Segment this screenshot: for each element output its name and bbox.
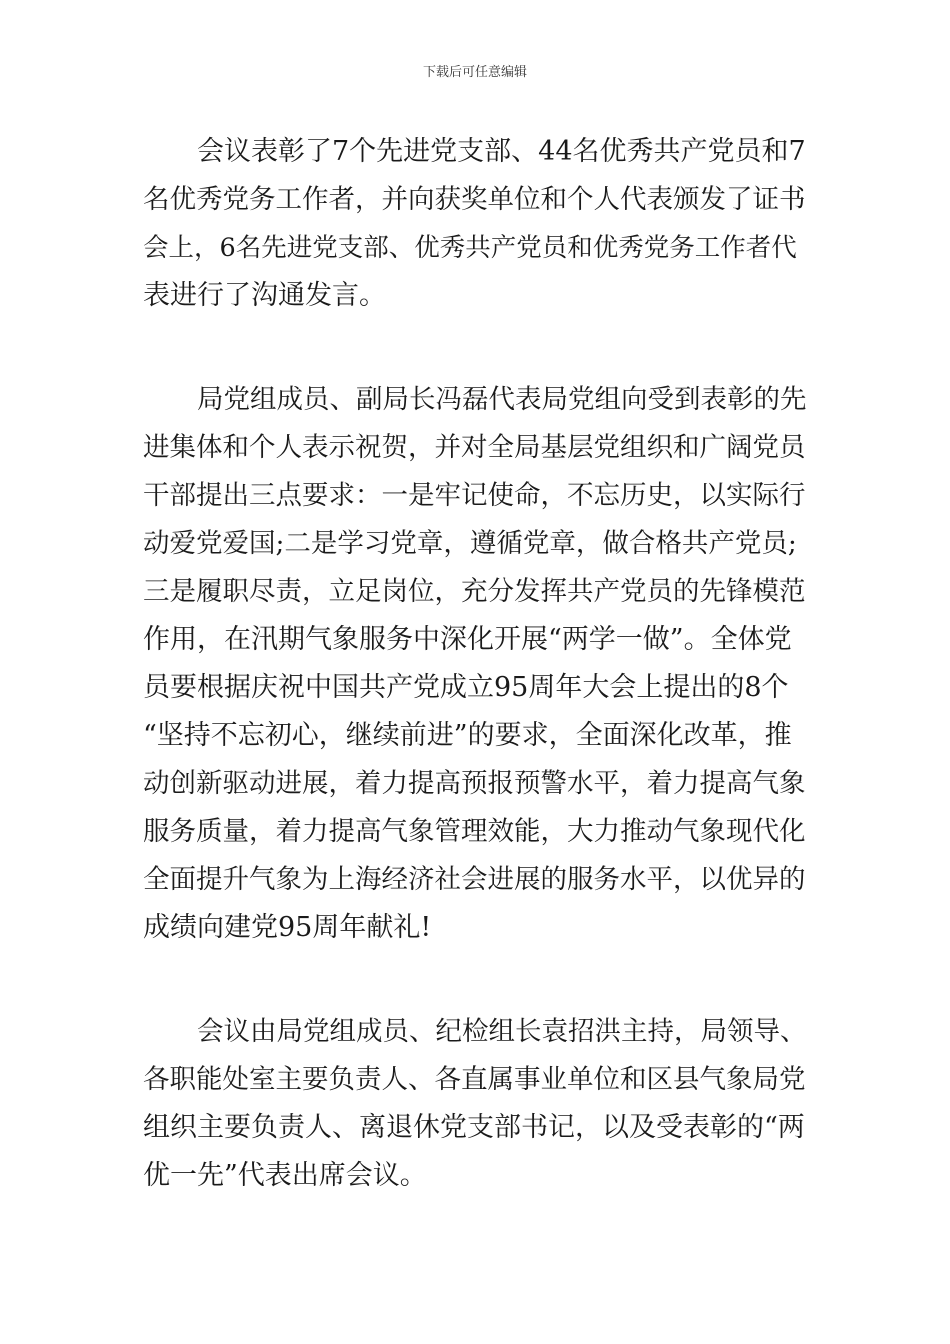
paragraph-line: 局党组成员、副局长冯磊代表局党组向受到表彰的先 [197, 384, 807, 415]
paragraph-line: 名优秀党务工作者，并向获奖单位和个人代表颁发了证书 [143, 184, 806, 215]
paragraph-line: 干部提出三点要求：一是牢记使命，不忘历史，以实际行 [143, 480, 806, 511]
page-header: 下载后可任意编辑 [422, 65, 527, 80]
paragraph-line: 会上，6名先进党支部、优秀共产党员和优秀党务工作者代 [143, 233, 797, 263]
paragraph-line: 组织主要负责人、离退休党支部书记，以及受表彰的“两 [143, 1112, 805, 1143]
paragraph-line: 会议由局党组成员、纪检组长袁招洪主持，局领导、 [197, 1016, 807, 1047]
paragraph-line: “坚持不忘初心，继续前进”的要求，全面深化改革，推 [143, 720, 792, 751]
paragraph-line: 优一先”代表出席会议。 [143, 1160, 427, 1191]
paragraph-line: 各职能处室主要负责人、各直属事业单位和区县气象局党 [143, 1064, 806, 1095]
paragraph-line: 动爱党爱国;二是学习党章，遵循党章，做合格共产党员; [143, 528, 797, 559]
paragraph-line: 表进行了沟通发言。 [143, 280, 386, 311]
paragraph-line: 成绩向建党95周年献礼! [143, 912, 432, 943]
paragraph-line: 动创新驱动进展，着力提高预报预警水平，着力提高气象 [143, 768, 806, 799]
paragraph-line: 三是履职尽责，立足岗位，充分发挥共产党员的先锋模范 [143, 576, 806, 607]
paragraph-line: 会议表彰了7个先进党支部、44名优秀共产党员和7 [197, 136, 806, 167]
paragraph-line: 进集体和个人表示祝贺，并对全局基层党组织和广阔党员 [143, 432, 806, 463]
paragraph-line: 作用，在汛期气象服务中深化开展“两学一做”。全体党 [143, 624, 792, 655]
paragraph-line: 全面提升气象为上海经济社会进展的服务水平，以优异的 [143, 864, 806, 895]
paragraph-line: 服务质量，着力提高气象管理效能，大力推动气象现代化 [143, 816, 806, 847]
paragraph-line: 员要根据庆祝中国共产党成立95周年大会上提出的8个 [143, 672, 789, 703]
